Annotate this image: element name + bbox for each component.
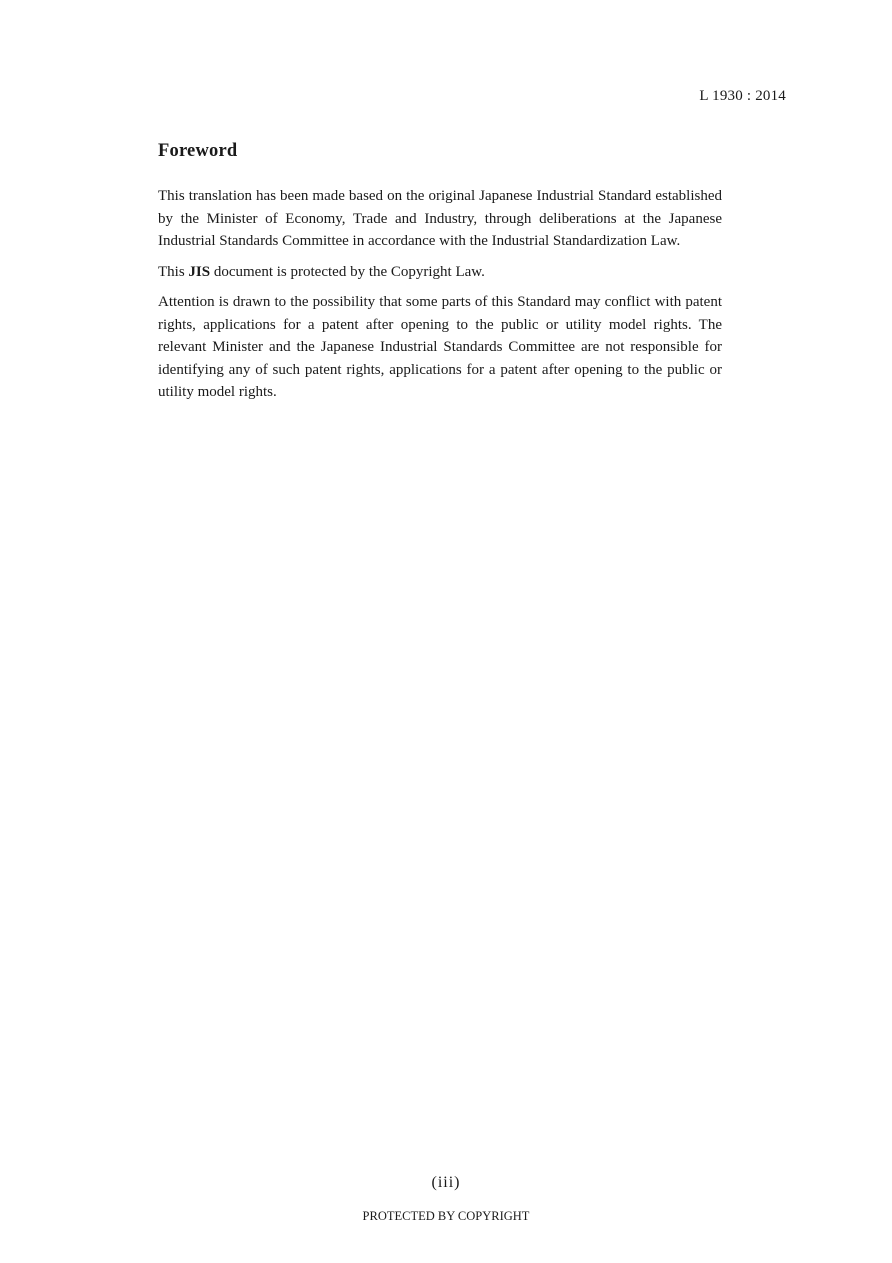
- jis-label: JIS: [188, 263, 211, 280]
- copyright-notice: PROTECTED BY COPYRIGHT: [362, 1209, 530, 1223]
- foreword-paragraph-patent: Attention is drawn to the possibility that some parts of this Standard may conflict with patent rights, applications for a patent after opening to the public or utility model rights. The relevant Minister and the Japanese Industrial Standards Committee are not responsible for identifying any of such patent rights, applications for a patent after opening to the public or utility model rights.: [158, 294, 722, 400]
- paragraph-prefix: This: [158, 263, 189, 280]
- document-number: L 1930 : 2014: [699, 88, 786, 104]
- page-number: (iii): [431, 1174, 461, 1191]
- foreword-heading: Foreword: [158, 141, 238, 161]
- foreword-section: [158, 141, 722, 412]
- foreword-paragraph-copyright: [158, 261, 722, 284]
- paragraph-suffix: document is protected by the Copyright Law.: [210, 263, 485, 280]
- foreword-paragraph-translation: This translation has been made based on the original Japanese Industrial Standard established by the Minister of Economy, Trade and Industry, through deliberations at the Japanese Industrial Standards Committee in accordance with the Industrial Standardization Law.: [158, 188, 722, 249]
